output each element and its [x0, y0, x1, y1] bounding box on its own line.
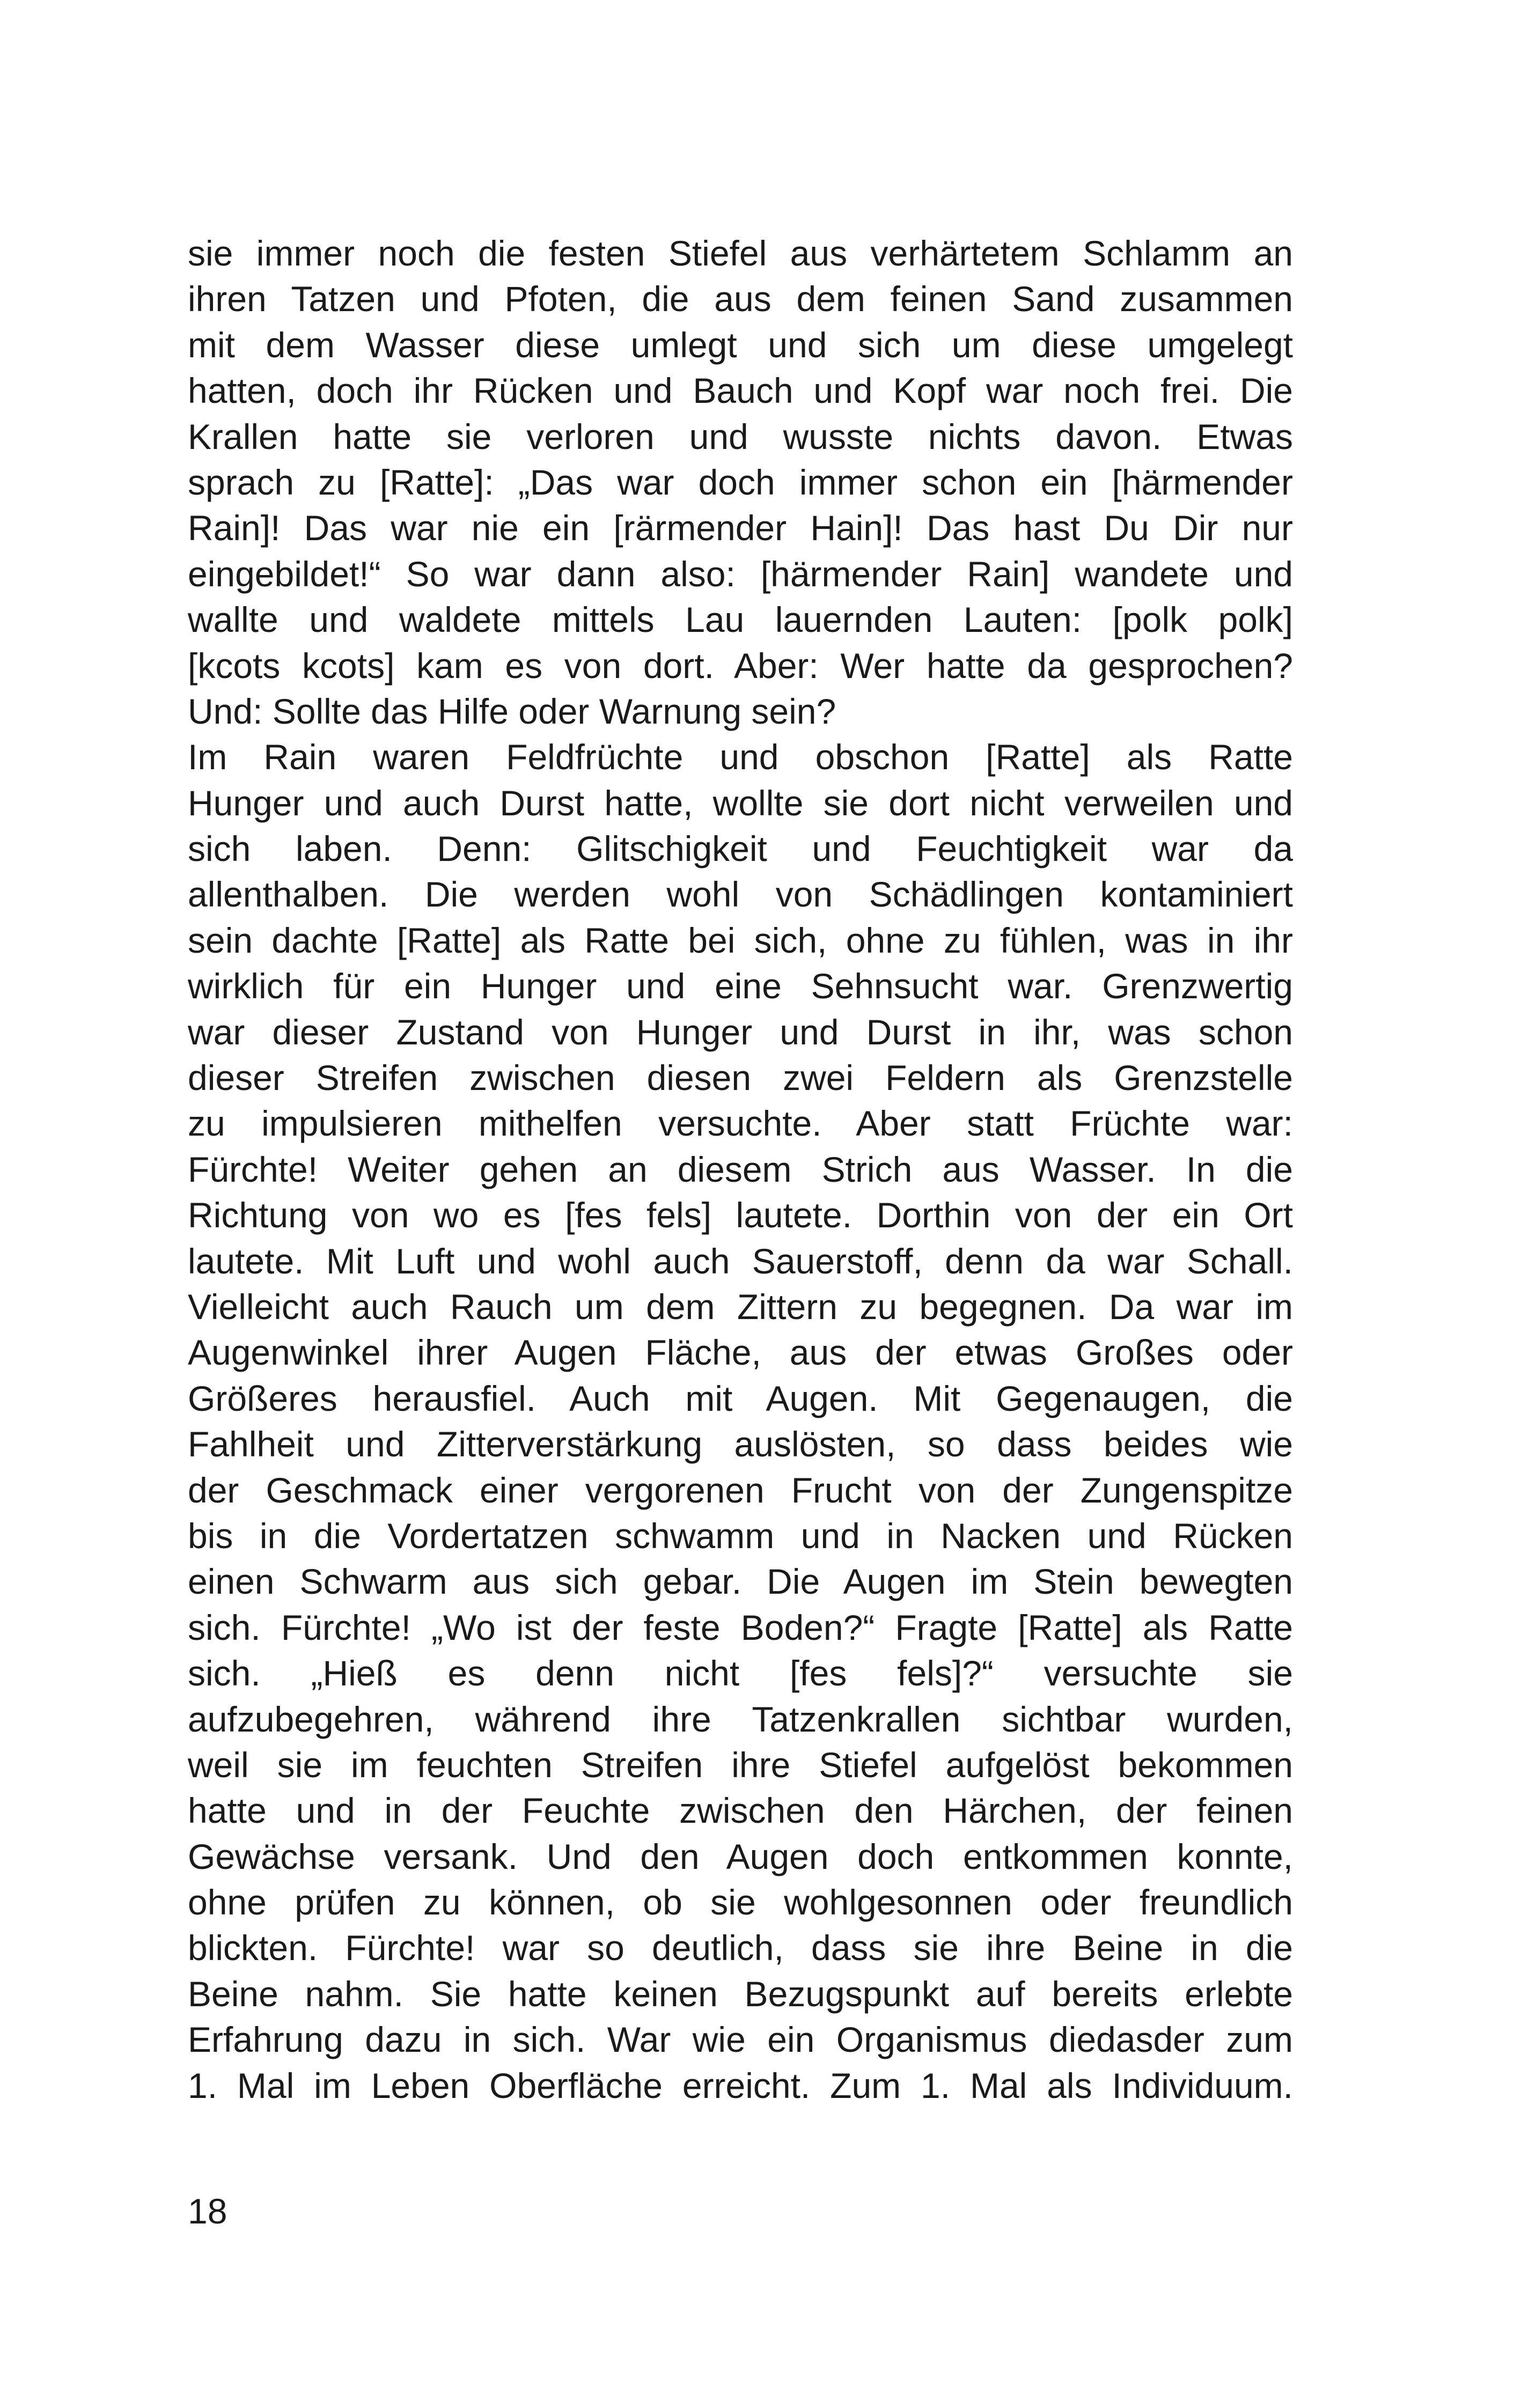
text-line: [kcots kcots] kam es von dort. Aber: Wer hatte da gesprochen?	[188, 645, 1293, 686]
text-line: Hunger und auch Durst hatte, wollte sie dort nicht verweilen und	[188, 783, 1293, 823]
text-line: 1. Mal im Leben Oberfläche erreicht. Zum 1. Mal als Individuum.	[188, 2065, 1293, 2105]
text-line: ohne prüfen zu können, ob sie wohlgesonnen oder freundlich	[188, 1882, 1293, 1923]
text-line: dieser Streifen zwischen diesen zwei Feldern als Grenzstelle	[188, 1058, 1293, 1098]
paragraph-2	[188, 734, 1293, 2109]
text-line: hatten, doch ihr Rücken und Bauch und Kopf war noch frei. Die	[188, 371, 1293, 411]
text-line: Erfahrung dazu in sich. War wie ein Organismus diedasder zum	[188, 2020, 1293, 2060]
text-line: bis in die Vordertatzen schwamm und in Nacken und Rücken	[188, 1515, 1293, 1556]
text-line: wallte und waldete mittels Lau lauernden Lauten: [polk polk]	[188, 600, 1293, 640]
text-line: Fahlheit und Zitterverstärkung auslösten, so dass beides wie	[188, 1424, 1293, 1464]
text-line: sich laben. Denn: Glitschigkeit und Feuchtigkeit war da	[188, 829, 1293, 869]
text-line: einen Schwarm aus sich gebar. Die Augen im Stein bewegten	[188, 1562, 1293, 1602]
text-line: Und: Sollte das Hilfe oder Warnung sein?	[188, 691, 836, 731]
text-line: allenthalben. Die werden wohl von Schädlingen kontaminiert	[188, 874, 1293, 915]
text-line: ihren Tatzen und Pfoten, die aus dem feinen Sand zusammen	[188, 279, 1293, 319]
text-line: Fürchte! Weiter gehen an diesem Strich aus Wasser. In die	[188, 1149, 1293, 1189]
text-line: blickten. Fürchte! war so deutlich, dass sie ihre Beine in die	[188, 1928, 1293, 1968]
text-line: Krallen hatte sie verloren und wusste nichts davon. Etwas	[188, 416, 1293, 456]
text-line: Gewächse versank. Und den Augen doch entkommen konnte,	[188, 1836, 1293, 1876]
text-line: sprach zu [Ratte]: „Das war doch immer schon ein [härmender	[188, 462, 1293, 502]
text-line: weil sie im feuchten Streifen ihre Stiefel aufgelöst bekommen	[188, 1744, 1293, 1785]
text-line: Rain]! Das war nie ein [rärmender Hain]! Das hast Du Dir nur	[188, 508, 1293, 548]
page-number: 18	[188, 2191, 227, 2231]
text-line: sich. „Hieß es denn nicht [fes fels]?“ versuchte sie	[188, 1653, 1293, 1693]
text-line: Größeres herausfiel. Auch mit Augen. Mit Gegenaugen, die	[188, 1378, 1293, 1418]
text-line: Richtung von wo es [fes fels] lautete. Dorthin von der ein Ort	[188, 1195, 1293, 1235]
text-line: Im Rain waren Feldfrüchte und obschon [Ratte] als Ratte	[188, 737, 1293, 777]
text-line: wirklich für ein Hunger und eine Sehnsucht war. Grenzwertig	[188, 966, 1293, 1006]
text-line: Augenwinkel ihrer Augen Fläche, aus der etwas Großes oder	[188, 1332, 1293, 1373]
text-line: sie immer noch die festen Stiefel aus verhärtetem Schlamm an	[188, 233, 1293, 273]
text-line: sein dachte [Ratte] als Ratte bei sich, ohne zu fühlen, was in ihr	[188, 920, 1293, 960]
text-line: eingebildet!“ So war dann also: [härmender Rain] wandete und	[188, 554, 1293, 594]
text-line: mit dem Wasser diese umlegt und sich um diese umgelegt	[188, 325, 1293, 365]
paragraph-1	[188, 231, 1293, 734]
text-line: aufzubegehren, während ihre Tatzenkrallen sichtbar wurden,	[188, 1699, 1293, 1739]
body-text	[188, 231, 1293, 2109]
text-line: hatte und in der Feuchte zwischen den Härchen, der feinen	[188, 1791, 1293, 1831]
text-line: sich. Fürchte! „Wo ist der feste Boden?“ Fragte [Ratte] als Ratte	[188, 1607, 1293, 1647]
text-line: zu impulsieren mithelfen versuchte. Aber statt Früchte war:	[188, 1103, 1293, 1144]
text-line: Beine nahm. Sie hatte keinen Bezugspunkt auf bereits erlebte	[188, 1973, 1293, 2014]
text-line: war dieser Zustand von Hunger und Durst in ihr, was schon	[188, 1012, 1293, 1052]
text-line: Vielleicht auch Rauch um dem Zittern zu begegnen. Da war im	[188, 1286, 1293, 1327]
text-line: der Geschmack einer vergorenen Frucht von der Zungenspitze	[188, 1470, 1293, 1510]
text-line: lautete. Mit Luft und wohl auch Sauerstoff, denn da war Schall.	[188, 1241, 1293, 1281]
